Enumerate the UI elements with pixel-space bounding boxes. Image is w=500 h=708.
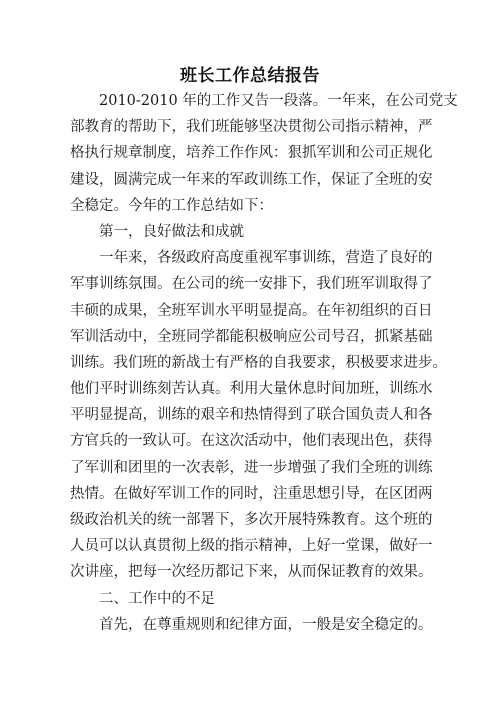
text-line: 首先，在尊重规则和纪律方面，一般是安全稳定的。 [99, 616, 433, 633]
text-line: 级政治机关的统一部署下，多次开展特殊教育。这个班的 [70, 512, 433, 528]
text-line: 了军训和团里的一次表彰，进一步增强了我们全班的训练 [70, 459, 433, 476]
text-line: 格执行规章制度，培养工作作风：狠抓军训和公司正规化 [70, 145, 433, 162]
text-line: 热情。在做好军训工作的同时，注重思想引导，在区团两 [70, 485, 433, 502]
text-line: 建设，圆满完成一年来的军政训练工作，保证了全班的安 [70, 171, 433, 188]
text-line: 部教育的帮助下，我们班能够坚决贯彻公司指示精神，严 [70, 119, 433, 136]
text-line: 2010-2010 年的工作又告一段落。一年来，在公司党支 [99, 93, 458, 109]
text-line: 一年来，各级政府高度重视军事训练，营造了良好的 [99, 250, 433, 267]
text-line: 丰硕的成果，全班军训水平明显提高。在年初组织的百日 [70, 302, 433, 319]
text-line: 他们平时训练刻苦认真。利用大量休息时间加班，训练水 [70, 381, 433, 398]
text-line: 军事训练氛围。在公司的统一安排下，我们班军训取得了 [70, 276, 433, 293]
text-line: 军训活动中，全班同学都能积极响应公司号召，抓紧基础 [70, 328, 433, 345]
text-line: 方官兵的一致认可。在这次活动中，他们表现出色，获得 [70, 433, 433, 450]
document-body [70, 88, 458, 638]
text-line: 平明显提高，训练的艰辛和热情得到了联合国负责人和各 [70, 407, 433, 424]
document-title: 班长工作总结报告 [180, 66, 320, 86]
text-line: 全稳定。今年的工作总结如下： [70, 197, 273, 214]
text-line: 人员可以认真贯彻上级的指示精神，上好一堂课，做好一 [70, 538, 433, 555]
text-line: 训练。我们班的新战士有严格的自我要求，积极要求进步。 [70, 354, 447, 371]
text-line: 次讲座，把每一次经历都记下来，从而保证教育的效果。 [70, 564, 433, 581]
text-line: 第一，良好做法和成就 [99, 223, 244, 240]
text-line: 二、工作中的不足 [99, 590, 215, 607]
